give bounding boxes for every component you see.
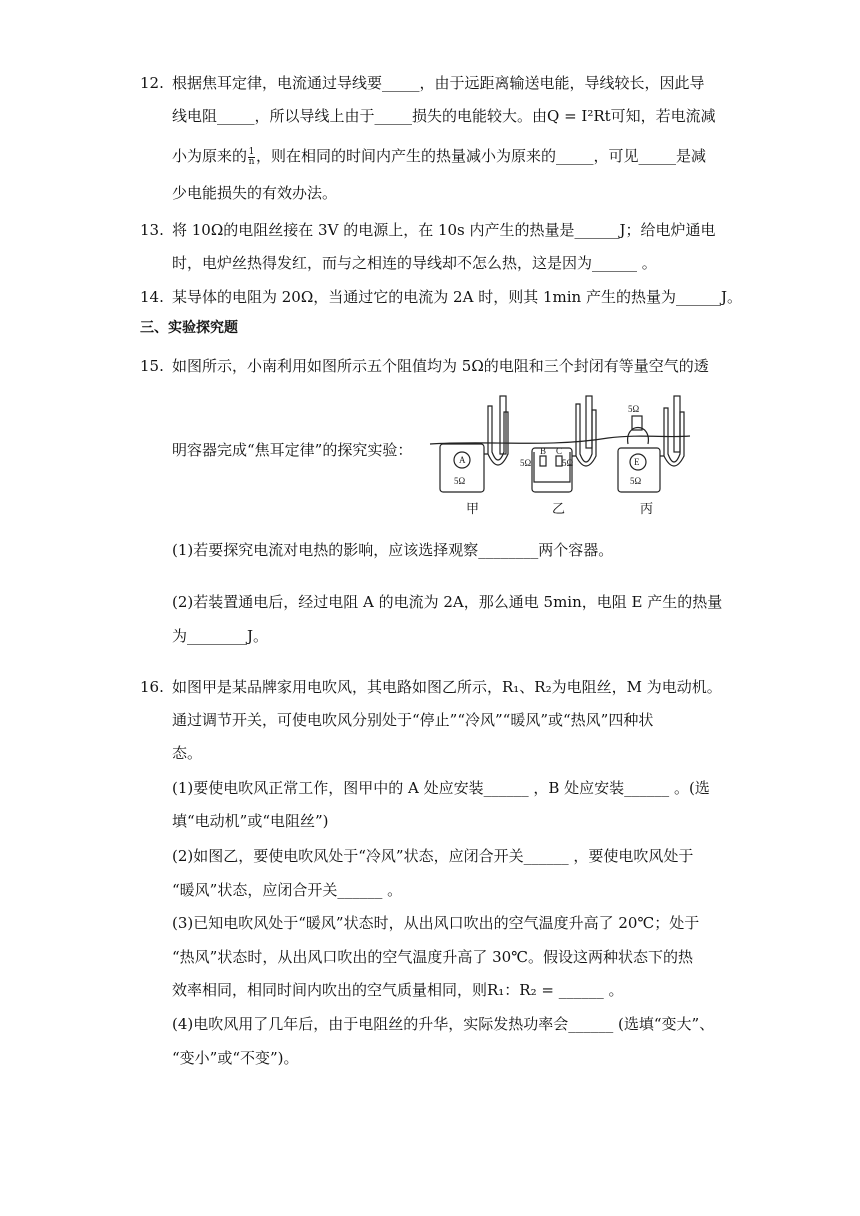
question-text-line: 某导体的电阻为 20Ω，当通过它的电流为 2A 时，则其 1min 产生的热量为______J。 bbox=[172, 288, 742, 306]
sub-question: (4)电吹风用了几年后，由于电阻丝的升华，实际发热功率会______ (选填“变大”、 bbox=[172, 1015, 715, 1033]
sub-question: 填“电动机”或“电阻丝”) bbox=[172, 812, 329, 830]
sub-question: (1)若要探究电流对电热的影响，应该选择观察________两个容器。 bbox=[172, 541, 614, 559]
fraction-denominator: n bbox=[248, 156, 255, 167]
sub-question: “热风”状态时，从出风口吹出的空气温度升高了 30℃。假设这两种状态下的热 bbox=[172, 948, 693, 966]
question-text-line: 根据焦耳定律，电流通过导线要_____，由于远距离输送电能，导线较长，因此导 bbox=[172, 74, 705, 92]
question-text-line: 时，电炉丝热得发红，而与之相连的导线却不怎么热，这是因为______ 。 bbox=[172, 254, 657, 272]
question-number: 12. bbox=[140, 74, 164, 92]
label-resistor-a: A bbox=[459, 455, 466, 465]
question-text-line: 明容器完成“焦耳定律”的探究实验： bbox=[172, 441, 413, 459]
figure-caption: 乙 bbox=[552, 502, 566, 517]
question-text-line: 将 10Ω的电阻丝接在 3V 的电源上，在 10s 内产生的热量是______J；给电炉通电 bbox=[172, 221, 716, 239]
label-resistance: 5Ω bbox=[562, 458, 574, 468]
question-text-line: 如图甲是某品牌家用电吹风，其电路如图乙所示，R₁、R₂为电阻丝，M 为电动机。 bbox=[172, 678, 722, 696]
question-text-line: 如图所示，小南利用如图所示五个阻值均为 5Ω的电阻和三个封闭有等量空气的透 bbox=[172, 357, 709, 375]
fraction-numerator: 1 bbox=[248, 146, 255, 157]
sub-question: (3)已知电吹风处于“暖风”状态时，从出风口吹出的空气温度升高了 20℃；处于 bbox=[172, 914, 700, 932]
question-text-fragment: 小为原来的 bbox=[172, 147, 248, 165]
question-text-line: 态。 bbox=[172, 744, 203, 762]
figure-caption: 丙 bbox=[640, 502, 654, 517]
sub-question: “变小”或“不变”)。 bbox=[172, 1049, 299, 1067]
sub-question: (2)如图乙，要使电吹风处于“冷风”状态，应闭合开关______ ，要使电吹风处于 bbox=[172, 847, 694, 865]
label-resistance: 5Ω bbox=[628, 404, 640, 414]
question-text-line: 通过调节开关，可使电吹风分别处于“停止”“冷风”“暖风”或“热风”四种状 bbox=[172, 711, 654, 729]
question-text-fragment: ，则在相同的时间内产生的热量减小为原来的_____，可见_____是减 bbox=[256, 147, 707, 165]
sub-question: (1)要使电吹风正常工作，图甲中的 A 处应安装______ ，B 处应安装______ 。(选 bbox=[172, 779, 710, 797]
question-text-line: 少电能损失的有效办法。 bbox=[172, 184, 338, 202]
question-number: 15. bbox=[140, 357, 164, 375]
sub-question: 为________J。 bbox=[172, 627, 269, 645]
sub-question: 效率相同，相同时间内吹出的空气质量相同，则R₁：R₂ = ______ 。 bbox=[172, 981, 624, 999]
question-text-line: 线电阻_____，所以导线上由于_____损失的电能较大。由Q = I²Rt可知，若电流减 bbox=[172, 107, 716, 125]
question-number: 13. bbox=[140, 221, 164, 239]
figure-caption: 甲 bbox=[466, 502, 480, 517]
label-resistance: 5Ω bbox=[454, 476, 466, 486]
sub-question: (2)若装置通电后，经过电阻 A 的电流为 2A，那么通电 5min，电阻 E 产生的热量 bbox=[172, 593, 723, 611]
section-heading: 三、实验探究题 bbox=[140, 320, 238, 336]
sub-question: “暖风”状态，应闭合开关______ 。 bbox=[172, 881, 403, 899]
fraction bbox=[248, 148, 255, 167]
label-resistor-b: B bbox=[540, 446, 547, 456]
question-text-line bbox=[172, 146, 706, 167]
label-resistance: 5Ω bbox=[520, 458, 532, 468]
label-resistance: 5Ω bbox=[630, 476, 642, 486]
label-resistor-e: E bbox=[634, 457, 640, 467]
label-resistor-c: C bbox=[556, 446, 563, 456]
question-number: 14. bbox=[140, 288, 164, 306]
question-number: 16. bbox=[140, 678, 164, 696]
